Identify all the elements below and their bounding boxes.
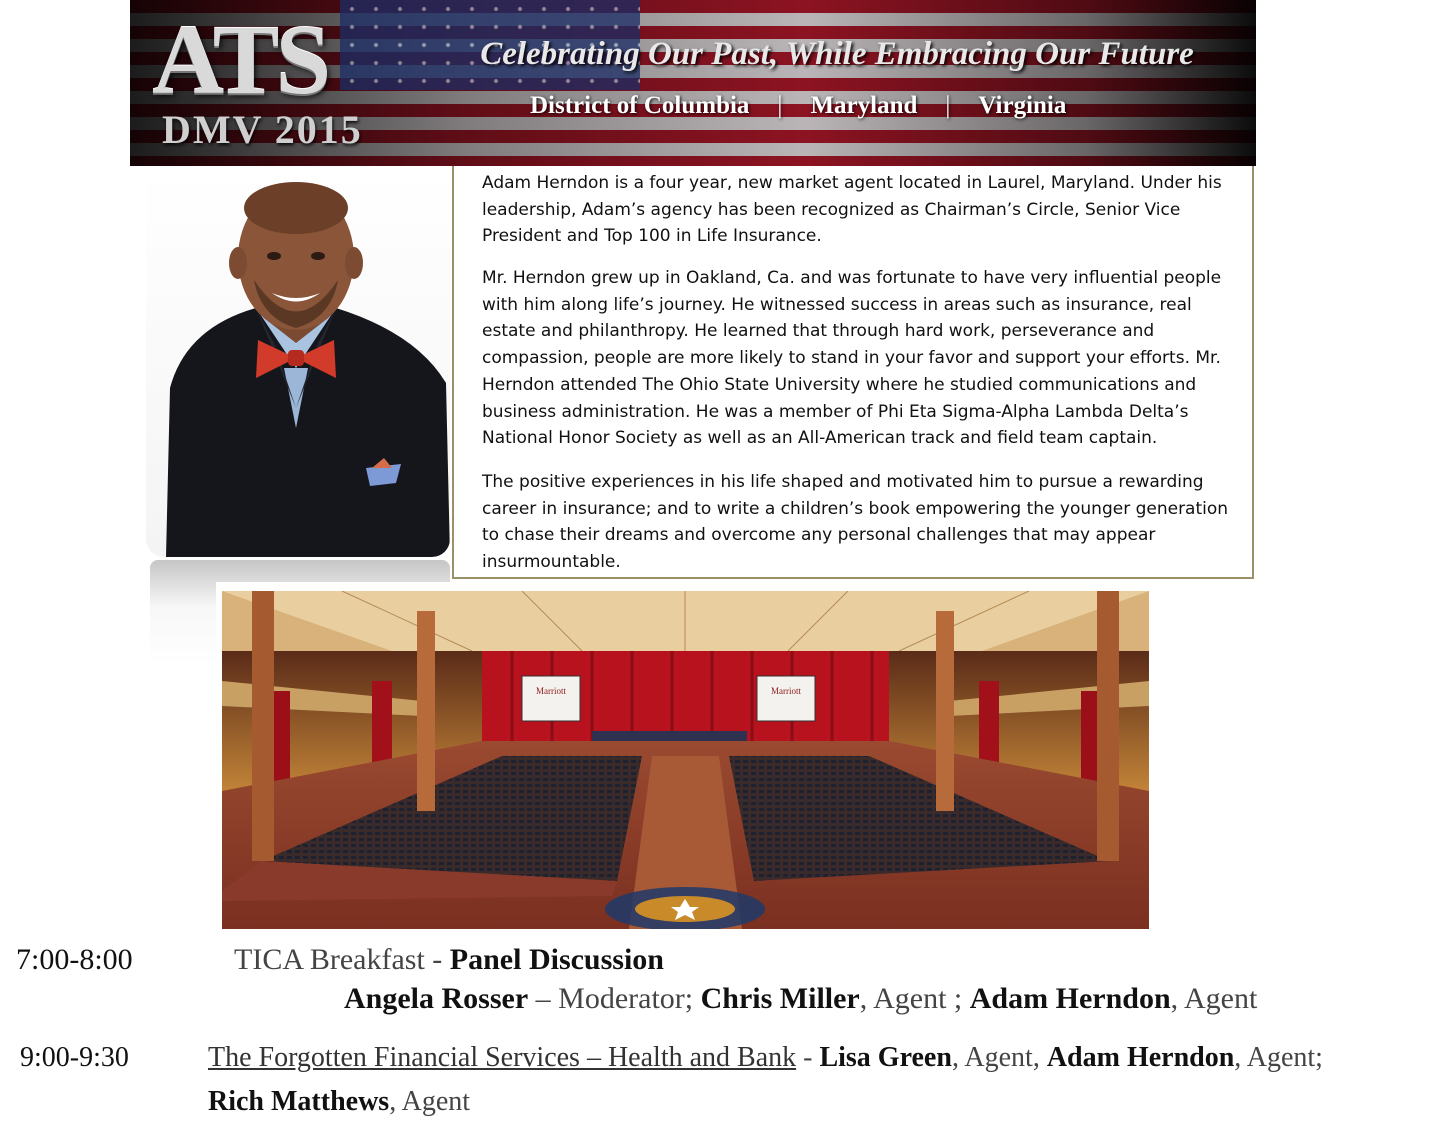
schedule-time-1: 7:00-8:00 bbox=[16, 943, 133, 976]
speaker-portrait bbox=[146, 168, 450, 557]
ballroom-photo bbox=[216, 582, 1151, 929]
speaker-role: , Agent ; bbox=[859, 982, 970, 1015]
logo-dmv-year: DMV 2015 bbox=[162, 107, 363, 152]
schedule-event-2 bbox=[208, 1042, 1323, 1074]
session-separator: - bbox=[796, 1042, 820, 1073]
speaker-role: , Agent; bbox=[1234, 1042, 1323, 1073]
speaker-name: Adam Herndon bbox=[969, 982, 1171, 1015]
screen-sign-left: Marriott bbox=[536, 686, 566, 696]
schedule-event-1 bbox=[234, 943, 664, 977]
speaker-role: , Agent bbox=[389, 1086, 471, 1117]
speaker-name: Chris Miller bbox=[700, 982, 860, 1015]
ballroom-image bbox=[222, 591, 1149, 929]
bio-paragraph-3: The positive experiences in his life shaped and motivated him to pursue a rewarding career in insurance; and to write a children’s book empowering the younger generation to chase their dreams and overcome any personal challenges that may appear insurmountable. bbox=[482, 472, 1229, 573]
screen-sign-right: Marriott bbox=[771, 686, 801, 696]
schedule-speakers-2 bbox=[208, 1086, 470, 1118]
speaker-name: Lisa Green bbox=[819, 1042, 952, 1073]
schedule-speakers-1 bbox=[344, 982, 1257, 1016]
bio-text-box bbox=[452, 166, 1254, 579]
speaker-role: – Moderator; bbox=[528, 982, 701, 1015]
bio-paragraph-2: Mr. Herndon grew up in Oakland, Ca. and was fortunate to have very influential people with him along life’s journey. He witnessed success in areas such as insurance, real estate and philanthropy. He learned that through hard work, perseverance and compassion, people are more likely to stand in your favor and support your efforts. Mr. Herndon attended The Ohio State University where he studied communications and business administration. He was a member of Phi Eta Sigma-Alpha Lambda Delta’s National Honor Society as well as an All-American track and field team captain. bbox=[482, 268, 1222, 449]
region-dc: District of Columbia bbox=[530, 92, 750, 119]
speaker-role: , Agent, bbox=[951, 1042, 1047, 1073]
event-1-format: Panel Discussion bbox=[449, 943, 664, 976]
speaker-role: , Agent bbox=[1170, 982, 1258, 1015]
logo-ats: ATS bbox=[152, 4, 328, 115]
region-maryland: Maryland bbox=[810, 92, 918, 119]
region-separator: | bbox=[777, 92, 783, 119]
speaker-name: Rich Matthews bbox=[208, 1086, 390, 1117]
region-separator: | bbox=[945, 92, 951, 119]
speaker-photo bbox=[146, 168, 450, 557]
speaker-name: Adam Herndon bbox=[1046, 1042, 1235, 1073]
schedule-time-2: 9:00-9:30 bbox=[20, 1042, 129, 1073]
session-title: The Forgotten Financial Services – Health and Bank bbox=[208, 1042, 797, 1073]
event-1-title: TICA Breakfast - bbox=[234, 943, 450, 976]
header-banner bbox=[130, 0, 1256, 166]
region-virginia: Virginia bbox=[978, 92, 1067, 119]
banner-tagline: Celebrating Our Past, While Embracing Our Future bbox=[480, 36, 1194, 72]
speaker-name: Angela Rosser bbox=[344, 982, 529, 1015]
bio-paragraph-1: Adam Herndon is a four year, new market agent located in Laurel, Maryland. Under his leadership, Adam’s agency has been recognized as Chairman’s Circle, Senior Vice President and Top 100 in Life Insurance. bbox=[482, 173, 1222, 247]
banner-regions bbox=[530, 92, 1130, 120]
